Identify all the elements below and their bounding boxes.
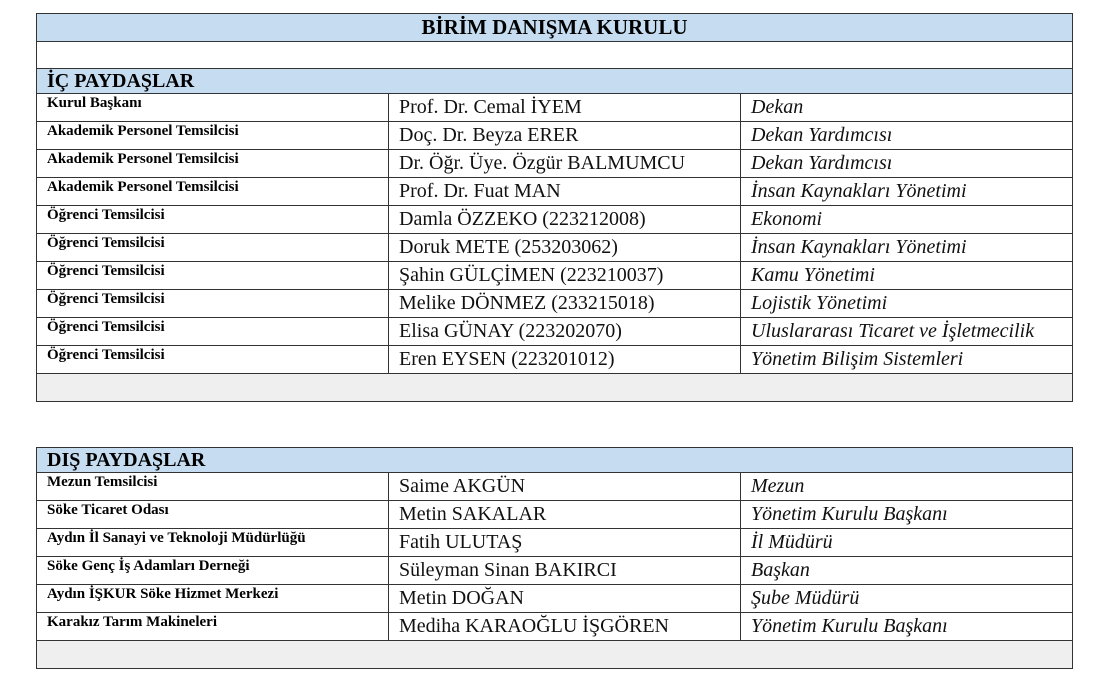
internal-stakeholders-table [36,13,1073,402]
member-row [37,234,1073,262]
member-row [37,585,1073,613]
unit-cell: Dekan Yardımcısı [741,150,1073,178]
section-heading-external: DIŞ PAYDAŞLAR [37,448,1073,473]
unit-cell: Dekan Yardımcısı [741,122,1073,150]
role-cell: Öğrenci Temsilcisi [37,206,389,234]
section-header-row [37,69,1073,94]
name-cell: Saime AKGÜN [389,473,741,501]
unit-cell: Yönetim Bilişim Sistemleri [741,346,1073,374]
name-cell: Fatih ULUTAŞ [389,529,741,557]
role-cell: Aydın İl Sanayi ve Teknoloji Müdürlüğü [37,529,389,557]
role-cell: Akademik Personel Temsilcisi [37,122,389,150]
member-row [37,346,1073,374]
name-cell: Metin SAKALAR [389,501,741,529]
role-cell: Öğrenci Temsilcisi [37,346,389,374]
unit-cell: Uluslararası Ticaret ve İşletmecilik [741,318,1073,346]
page-title: BİRİM DANIŞMA KURULU [37,14,1073,42]
unit-cell: Şube Müdürü [741,585,1073,613]
member-row [37,206,1073,234]
role-cell: Kurul Başkanı [37,94,389,122]
role-cell: Öğrenci Temsilcisi [37,290,389,318]
name-cell: Damla ÖZZEKO (223212008) [389,206,741,234]
member-row [37,557,1073,585]
title-row [37,14,1073,42]
member-row [37,94,1073,122]
name-cell: Metin DOĞAN [389,585,741,613]
blank-cell [37,42,1073,69]
role-cell: Aydın İŞKUR Söke Hizmet Merkezi [37,585,389,613]
footer-row [37,641,1073,669]
role-cell: Öğrenci Temsilcisi [37,234,389,262]
unit-cell: İnsan Kaynakları Yönetimi [741,234,1073,262]
name-cell: Mediha KARAOĞLU İŞGÖREN [389,613,741,641]
name-cell: Süleyman Sinan BAKIRCI [389,557,741,585]
name-cell: Prof. Dr. Cemal İYEM [389,94,741,122]
role-cell: Akademik Personel Temsilcisi [37,178,389,206]
name-cell: Elisa GÜNAY (223202070) [389,318,741,346]
footer-cell [37,374,1073,402]
unit-cell: Dekan [741,94,1073,122]
member-row [37,290,1073,318]
member-row [37,122,1073,150]
footer-row [37,374,1073,402]
blank-row [37,42,1073,69]
role-cell: Söke Genç İş Adamları Derneği [37,557,389,585]
name-cell: Doç. Dr. Beyza ERER [389,122,741,150]
role-cell: Öğrenci Temsilcisi [37,262,389,290]
role-cell: Akademik Personel Temsilcisi [37,150,389,178]
unit-cell: İnsan Kaynakları Yönetimi [741,178,1073,206]
role-cell: Karakız Tarım Makineleri [37,613,389,641]
member-row [37,529,1073,557]
section-header-row [37,448,1073,473]
unit-cell: Ekonomi [741,206,1073,234]
unit-cell: Kamu Yönetimi [741,262,1073,290]
role-cell: Söke Ticaret Odası [37,501,389,529]
unit-cell: Başkan [741,557,1073,585]
member-row [37,262,1073,290]
footer-cell [37,641,1073,669]
name-cell: Dr. Öğr. Üye. Özgür BALMUMCU [389,150,741,178]
section-heading-internal: İÇ PAYDAŞLAR [37,69,1073,94]
member-row [37,150,1073,178]
role-cell: Mezun Temsilcisi [37,473,389,501]
name-cell: Melike DÖNMEZ (233215018) [389,290,741,318]
member-row [37,501,1073,529]
role-cell: Öğrenci Temsilcisi [37,318,389,346]
name-cell: Prof. Dr. Fuat MAN [389,178,741,206]
member-row [37,473,1073,501]
name-cell: Eren EYSEN (223201012) [389,346,741,374]
member-row [37,613,1073,641]
unit-cell: Yönetim Kurulu Başkanı [741,613,1073,641]
external-stakeholders-table [36,447,1073,669]
unit-cell: Lojistik Yönetimi [741,290,1073,318]
member-row [37,318,1073,346]
unit-cell: İl Müdürü [741,529,1073,557]
name-cell: Doruk METE (253203062) [389,234,741,262]
unit-cell: Mezun [741,473,1073,501]
member-row [37,178,1073,206]
name-cell: Şahin GÜLÇİMEN (223210037) [389,262,741,290]
unit-cell: Yönetim Kurulu Başkanı [741,501,1073,529]
